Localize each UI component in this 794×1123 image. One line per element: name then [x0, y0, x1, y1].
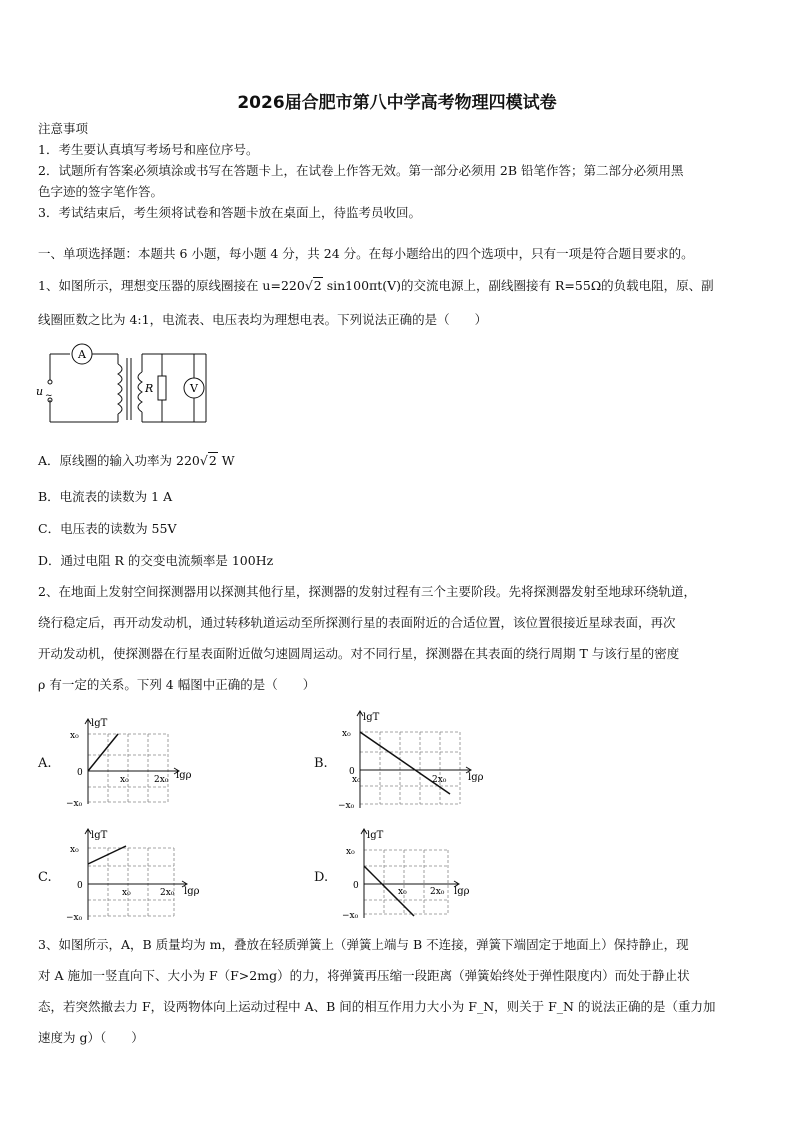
sqrt-symbol: √2	[304, 278, 322, 293]
graph-c-x-label: lgρ	[184, 886, 200, 897]
resistor	[158, 376, 166, 400]
page-title: 2026届合肥市第八中学高考物理四模试卷	[237, 93, 557, 113]
graph-c-x0: x₀	[70, 845, 79, 855]
graph-a-tick-2x0: 2x₀	[154, 775, 169, 785]
graph-a-x0: x₀	[70, 731, 79, 741]
q1-option-a	[38, 452, 758, 470]
q1-option-c: C．电压表的读数为 55V	[38, 521, 177, 536]
q1-option-a-part2: W	[217, 453, 235, 468]
voltmeter-label: V	[190, 382, 198, 395]
q2-option-c-label: C.	[38, 870, 52, 885]
graph-a-y-label: lgT	[91, 718, 108, 729]
q3-stem-line4: 速度为 g）（ ）	[38, 1030, 144, 1045]
sqrt-radicand: 2	[208, 453, 217, 468]
q2-option-d-label: D.	[314, 870, 329, 885]
q2-graph-b	[334, 708, 484, 812]
q1-stem-line1	[38, 277, 758, 295]
sqrt-radicand: 2	[313, 278, 322, 293]
graph-b-tick-x0: x₀	[352, 775, 361, 785]
graph-c-y-label: lgT	[91, 830, 108, 841]
q2-stem-line3: 开动发动机，使探测器在行星表面附近做匀速圆周运动。对不同行星，探测器在其表面的绕行周期 T 与该行星的密度	[38, 646, 680, 661]
graph-a-neg-x0: −x₀	[66, 799, 83, 808]
graph-a-tick-x0: x₀	[120, 775, 129, 785]
notice-item-2: 2．试题所有答案必须填涂或书写在答题卡上，在试卷上作答无效。第一部分必须用 2B 铅笔作答；第二部分必须用黑	[38, 163, 684, 178]
sqrt-symbol: √2	[199, 453, 217, 468]
graph-d-tick-2x0: 2x₀	[430, 887, 445, 897]
q2-graph-a	[60, 716, 200, 808]
q1-stem-part2: sin100πt(V)的交流电源上，副线圈接有 R=55Ω的负载电阻，原、副	[322, 278, 714, 293]
graph-c-zero: 0	[77, 881, 83, 891]
q1-option-b: B．电流表的读数为 1 A	[38, 489, 173, 504]
q1-stem-part1: 1、如图所示，理想变压器的原线圈接在 u=220	[38, 278, 305, 293]
graph-d-neg-x0: −x₀	[342, 911, 359, 921]
q3-stem-line3: 态，若突然撤去力 F，设两物体向上运动过程中 A、B 间的相互作用力大小为 F_N，则关于 F_N 的说法正确的是（重力加	[38, 999, 716, 1014]
primary-coil	[118, 364, 122, 414]
ammeter-label: A	[78, 348, 86, 361]
notice-item-1: 1．考生要认真填写考场号和座位序号。	[38, 142, 259, 157]
graph-a-line	[88, 734, 118, 771]
notice-item-2-cont: 色字迹的签字笔作答。	[38, 184, 164, 199]
graph-b-neg-x0: −x₀	[338, 801, 355, 811]
graph-d-zero: 0	[353, 881, 359, 891]
resistor-label: R	[145, 382, 154, 395]
q1-option-a-part1: A．原线圈的输入功率为 220	[38, 453, 200, 468]
graph-b-x-label: lgρ	[468, 772, 484, 783]
graph-b-tick-2x0: 2x₀	[432, 775, 447, 785]
ac-symbol: ~	[45, 391, 53, 401]
graph-d-y-label: lgT	[367, 830, 384, 841]
secondary-coil	[138, 372, 142, 412]
graph-a-x-label: lgρ	[176, 770, 192, 781]
graph-c-tick-2x0: 2x₀	[160, 888, 175, 898]
section-heading: 一、单项选择题：本题共 6 小题，每小题 4 分，共 24 分。在每小题给出的四个选项中，只有一项是符合题目要求的。	[38, 246, 694, 261]
notice-heading: 注意事项	[38, 121, 89, 136]
q2-option-a-label: A.	[38, 756, 52, 771]
q2-stem-line4: ρ 有一定的关系。下列 4 幅图中正确的是（ ）	[38, 677, 316, 692]
graph-a-zero: 0	[77, 768, 83, 778]
q2-graph-d	[336, 826, 476, 924]
graph-d-tick-x0: x₀	[398, 887, 407, 897]
graph-d-x0: x₀	[346, 847, 355, 857]
q1-stem-line2: 线圈匝数之比为 4:1，电流表、电压表均为理想电表。下列说法正确的是（ ）	[38, 312, 488, 327]
graph-b-zero: 0	[349, 767, 355, 777]
q2-graph-c	[60, 826, 210, 924]
graph-b-y-label: lgT	[363, 712, 380, 723]
source-label: u	[36, 385, 44, 398]
q3-stem-line2: 对 A 施加一竖直向下、大小为 F（F>2mg）的力，将弹簧再压缩一段距离（弹簧始终处于弹性限度内）而处于静止状	[38, 968, 690, 983]
q2-option-b-label: B.	[314, 756, 328, 771]
transformer-circuit-figure	[34, 342, 214, 432]
graph-b-x0: x₀	[342, 729, 351, 739]
graph-c-neg-x0: −x₀	[66, 913, 83, 923]
q3-stem-line1: 3、如图所示，A，B 质量均为 m，叠放在轻质弹簧上（弹簧上端与 B 不连接，弹簧下端固定于地面上）保持静止，现	[38, 937, 689, 952]
notice-item-3: 3．考试结束后，考生须将试卷和答题卡放在桌面上，待监考员收回。	[38, 205, 421, 220]
q2-stem-line2: 绕行稳定后，再开动发动机，通过转移轨道运动至所探测行星的表面附近的合适位置，该位置很接近星球表面，再次	[38, 615, 676, 630]
graph-c-tick-x0: x₀	[122, 888, 131, 898]
graph-c-line	[88, 846, 126, 864]
q1-option-d: D．通过电阻 R 的交变电流频率是 100Hz	[38, 553, 274, 568]
graph-d-x-label: lgρ	[454, 886, 470, 897]
q2-stem-line1: 2、在地面上发射空间探测器用以探测其他行星，探测器的发射过程有三个主要阶段。先将探测器发射至地球环绕轨道，	[38, 584, 696, 599]
